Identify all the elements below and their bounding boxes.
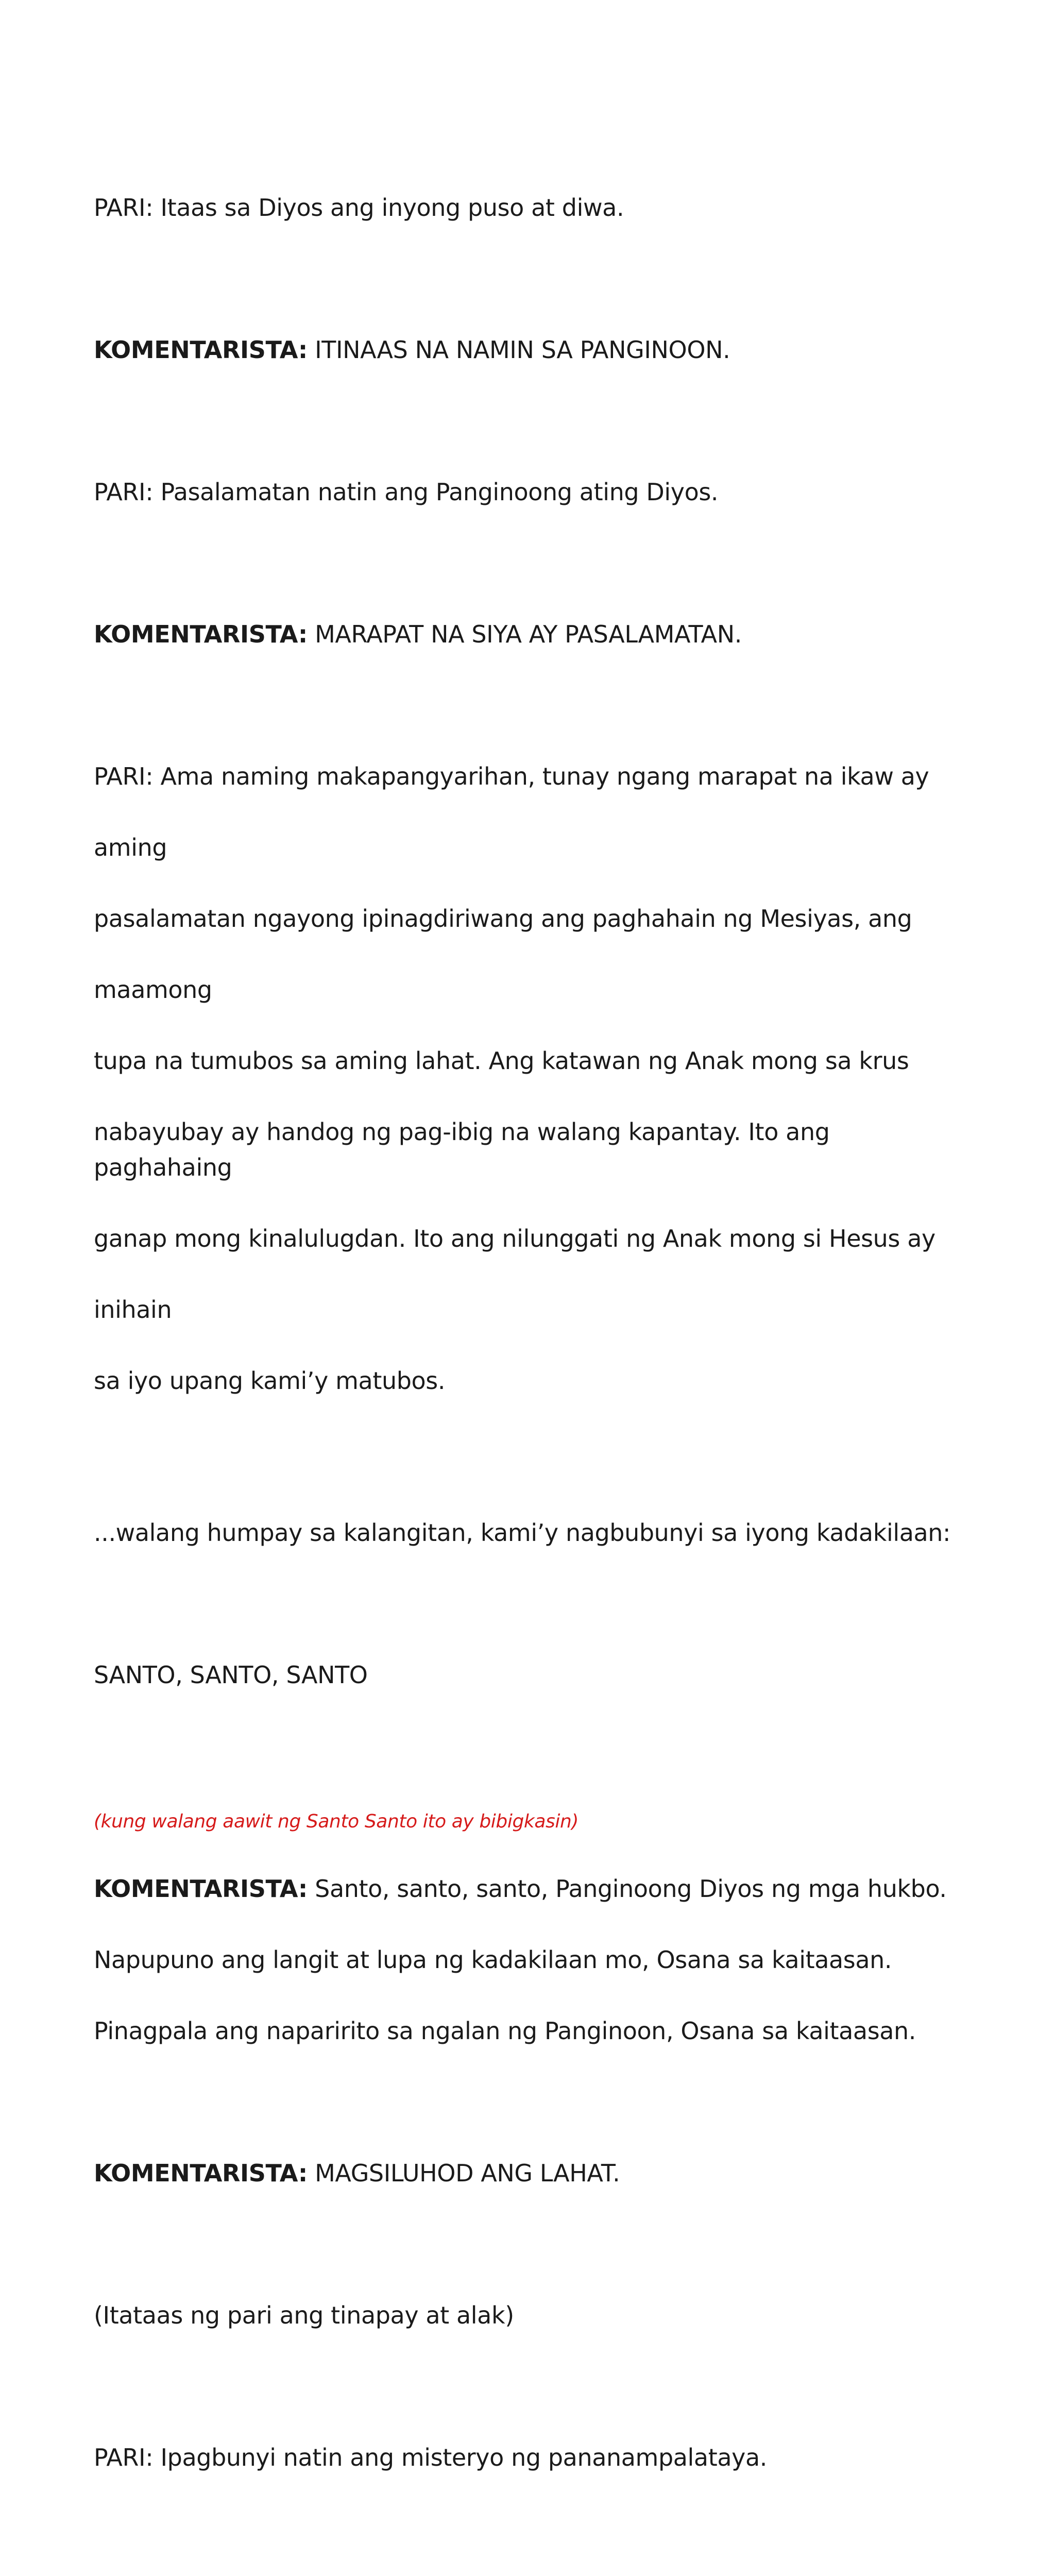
komentarista-line-2 [94, 581, 969, 688]
text-line: inihain [94, 1296, 172, 1324]
komentarista-line-4 [94, 2120, 969, 2227]
text-line: PARI: Ama naming makapangyarihan, tunay ngang marapat na ikaw ay [94, 762, 929, 790]
document-page [94, 155, 969, 2576]
text-line: Pinagpala ang naparirito sa ngalan ng Panginoon, Osana sa kaitaasan. [94, 2017, 916, 2045]
rubric-note: (kung walang aawit ng Santo Santo ito ay bibigkasin) [94, 1811, 579, 1832]
text-line: nabayubay ay handog ng pag-ibig na walang kapantay. Ito ang paghahaing [94, 1118, 830, 1181]
santo-heading [94, 1622, 969, 1728]
text-line: aming [94, 834, 167, 861]
preface-ending [94, 1480, 969, 1586]
text-line: Napupuno ang langit at lupa ng kadakilaan mo, Osana sa kaitaasan. [94, 1946, 892, 1974]
pari-line-1 [94, 155, 969, 261]
response-text: MAGSILUHOD ANG LAHAT. [307, 2159, 620, 2187]
text-line: PARI: Itaas sa Diyos ang inyong puso at diwa. [94, 194, 624, 222]
text-line: ...walang humpay sa kalangitan, kami’y nagbubunyi sa iyong kadakilaan: [94, 1519, 951, 1547]
speaker-label: KOMENTARISTA: [94, 2159, 308, 2187]
text-line: sa iyo upang kami’y matubos. [94, 1367, 446, 1395]
response-text: MARAPAT NA SIYA AY PASALAMATAN. [307, 620, 742, 648]
santo-block [94, 1764, 969, 2084]
rubric-elevation [94, 2262, 969, 2369]
text-line: (Itataas ng pari ang tinapay at alak) [94, 2301, 514, 2329]
pari-line-mystery [94, 2404, 969, 2511]
pari-line-2 [94, 439, 969, 546]
text-line: PARI: Pasalamatan natin ang Panginoong ating Diyos. [94, 478, 719, 506]
text-line: PARI: Ipagbunyi natin ang misteryo ng pananampalataya. [94, 2444, 767, 2471]
text-line: SANTO, SANTO, SANTO [94, 1661, 368, 1689]
komentarista-line-1 [94, 297, 969, 403]
acclamation-block [94, 2547, 969, 2576]
text-line: pasalamatan ngayong ipinagdiriwang ang paghahain ng Mesiyas, ang [94, 905, 912, 933]
response-text: Santo, santo, santo, Panginoong Diyos ng mga hukbo. [307, 1875, 947, 1903]
pari-prayer [94, 723, 969, 1434]
text-line: ganap mong kinalulugdan. Ito ang nilunggati ng Anak mong si Hesus ay [94, 1225, 935, 1252]
speaker-label: KOMENTARISTA: [94, 1875, 308, 1903]
speaker-label: KOMENTARISTA: [94, 620, 308, 648]
response-text: ITINAAS NA NAMIN SA PANGINOON. [307, 336, 730, 364]
text-line: tupa na tumubos sa aming lahat. Ang katawan ng Anak mong sa krus [94, 1047, 909, 1075]
text-line: maamong [94, 976, 212, 1004]
speaker-label: KOMENTARISTA: [94, 336, 308, 364]
